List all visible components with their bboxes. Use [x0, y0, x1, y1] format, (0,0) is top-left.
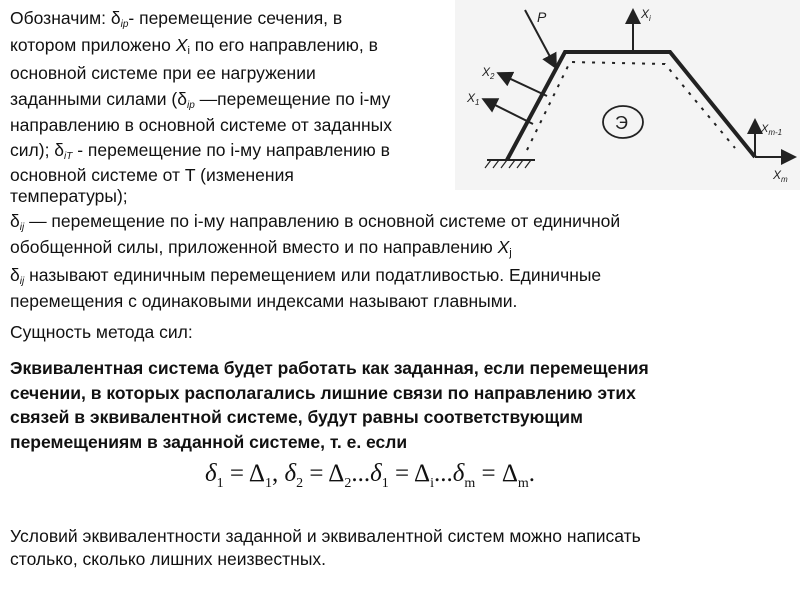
intro-l4-sub: ip	[186, 100, 195, 111]
equivalence-formula: $\delta_1 = \Delta_1$, $\delta_2 = \Delta_2...\delta_1 = \Delta_i...\delta_m = \Delta_m$.	[205, 460, 536, 491]
intro-l2-x: X	[175, 35, 188, 55]
intro-l2-xsub: i	[187, 45, 190, 57]
intro-l2-post: по его направлению, в	[189, 35, 378, 55]
xi-label: $X_i$	[641, 7, 651, 23]
system-circle-label: Э	[615, 113, 628, 133]
intro-line-2	[10, 33, 378, 64]
intro-line-5: направлению в основной системе от заданных	[10, 115, 393, 135]
unit-l1-pre: δ	[10, 211, 20, 231]
intro-l2-pre: котором приложено	[10, 35, 176, 55]
xm1-label: $X_{m-1}$	[761, 123, 783, 137]
unit-l2-x: X	[497, 237, 510, 257]
intro-l1-post: - перемещение сечения, в	[128, 8, 343, 28]
frame-diagram	[455, 0, 800, 190]
load-p-label: P	[537, 9, 547, 25]
bold-line-1: Эквивалентная система будет работать как заданная, если перемещения	[10, 358, 649, 378]
intro-line-8: температуры);	[10, 186, 128, 206]
unit-l1-sub: ij	[19, 222, 25, 233]
conclusion-line-2: столько, сколько лишних неизвестных.	[10, 549, 327, 569]
x2-label: $X_2$	[482, 65, 495, 81]
xm-label: $X_m$	[773, 168, 788, 184]
unit-l1-post: — перемещение по i-му направлению в основной системе от единичной	[24, 211, 621, 231]
unit-l2-xsub: j	[509, 247, 512, 259]
unit-l2-pre: обобщенной силы, приложенной вместо и по направлению	[10, 237, 498, 257]
intro-l6-pre: сил); δ	[10, 140, 65, 160]
unit-l3-pre: δ	[10, 265, 20, 285]
bold-line-3: связей в эквивалентной системе, будут равны соответствующим	[10, 407, 583, 427]
conclusion-line-1: Условий эквивалентности заданной и эквивалентной систем можно написать	[10, 526, 641, 546]
unit-l3-post: называют единичным перемещением или податливостью. Единичные	[24, 265, 602, 285]
diagram-background	[455, 0, 800, 190]
intro-line-7: основной системе от T (изменения	[10, 165, 294, 185]
x1-label: $X_1$	[467, 91, 480, 107]
essence-heading: Сущность метода сил:	[10, 322, 193, 342]
unit-line-4: перемещения с одинаковыми индексами называют главными.	[10, 291, 518, 311]
intro-l4-post: —перемещение по i-му	[194, 89, 391, 109]
unit-l3-sub: ij	[19, 276, 25, 287]
unit-line-2	[10, 235, 512, 266]
intro-l1-sub: ip	[120, 19, 129, 30]
bold-line-4: перемещениям в заданной системе, т. е. если	[10, 432, 408, 452]
intro-line-3: основной системе при ее нагружении	[10, 63, 316, 83]
bold-line-2: сечении, в которых располагались лишние связи по направлению этих	[10, 383, 636, 403]
intro-l6-post: - перемещение по i-му направлению в	[72, 140, 390, 160]
intro-l4-pre: заданными силами (δ	[10, 89, 187, 109]
intro-l1-pre: Обозначим: δ	[10, 8, 121, 28]
intro-l6-sub: iT	[64, 151, 73, 162]
